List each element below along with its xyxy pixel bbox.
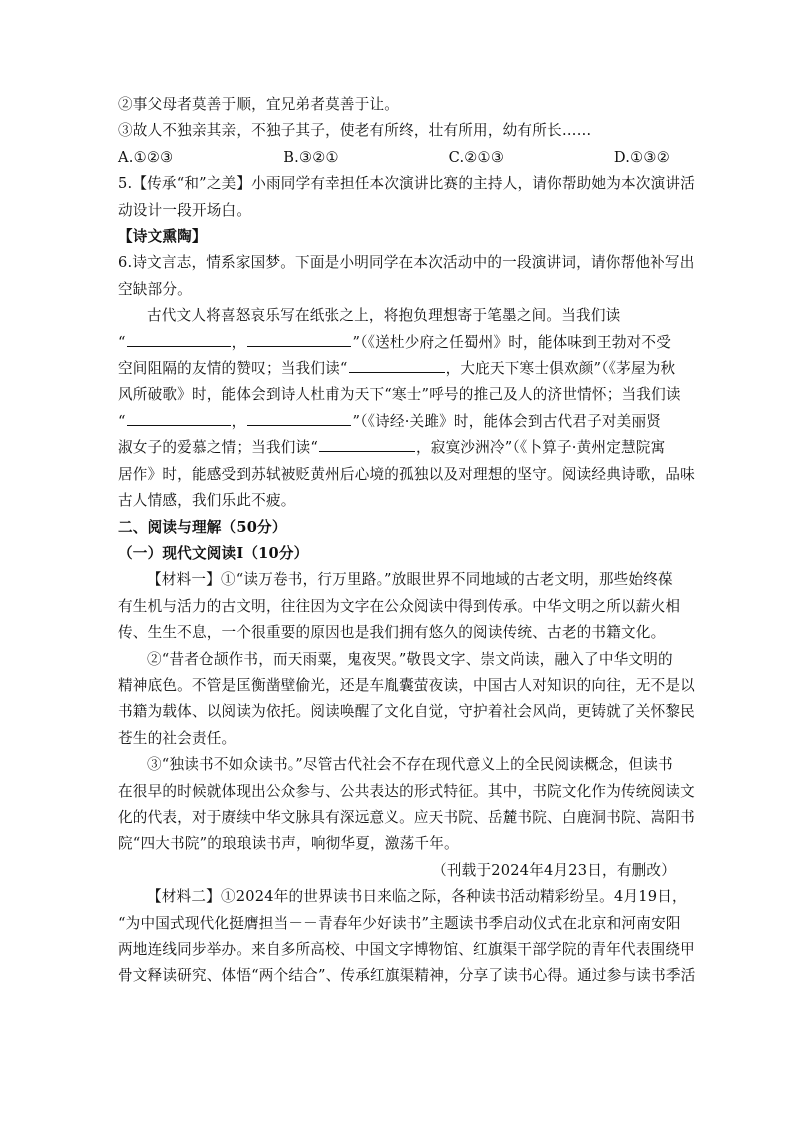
part-heading: 二、阅读与理解（50分） [118, 518, 287, 536]
text-line: 苍生的社会责任。 [118, 729, 237, 747]
option-c: C.②①③ [448, 148, 505, 166]
text-line: 居作》时，能感受到苏轼被贬黄州后心境的孤独以及对理想的坚守。阅读经典诗歌，品味 [118, 465, 695, 483]
text-line: “为中国式现代化挺膺担当－－青春年少好读书”主题读书季启动仪式在北京和河南安阳 [118, 914, 681, 932]
text-line: 传、生生不息，一个很重要的原因也是我们拥有悠久的阅读传统、古老的书籍文化。 [118, 624, 666, 642]
question-6: 6.诗文言志，情系家国梦。下面是小明同学在本次活动中的一段演讲词，请你帮他补写出 [118, 254, 695, 272]
fill-line: “ ， ”（《诗经·关雎》时，能体会到古代君子对美丽贤 [118, 412, 662, 430]
text-line: 化的代表，对于赓续中华文脉具有深远意义。应天书院、岳麓书院、白鹿洞书院、嵩阳书 [118, 808, 695, 826]
text-line: ②“昔者仓颉作书，而天雨粟，鬼夜哭。”敬畏文字、崇文尚读，融入了中华文明的 [147, 650, 673, 668]
answer-blank[interactable] [247, 332, 351, 347]
text-line: 古人情感，我们乐此不疲。 [118, 492, 296, 510]
answer-blank[interactable] [349, 358, 445, 373]
text-line: 风所破歌》时，能体会到诗人杜甫为天下“寒士”呼号的推己及人的济世情怀；当我们读 [118, 386, 681, 404]
answer-blank[interactable] [127, 411, 231, 426]
text-line: 院“四大书院”的琅琅读书声，响彻华夏，激荡千年。 [118, 835, 459, 853]
text-line: 有生机与活力的古文明，往往因为文字在公众阅读中得到传承。中华文明之所以薪火相 [118, 597, 681, 615]
text-line: 两地连线同步举办。来自多所高校、中国文字博物馆、红旗渠干部学院的青年代表围绕甲 [118, 941, 695, 958]
text-line: 古代文人将喜怒哀乐写在纸张之上，将抱负理想寄于笔墨之间。当我们读 [147, 307, 621, 325]
fill-line: 空间阻隔的友情的赞叹；当我们读“ ，大庇天下寒士俱欢颜”（《茅屋为秋 [118, 360, 676, 378]
text-line: ③“独读书不如众读书。”尽管古代社会不存在现代意义上的全民阅读概念，但读书 [147, 756, 673, 774]
text-line: 空缺部分。 [118, 280, 192, 298]
text-line: 【材料一】①“读万卷书，行万里路。”放眼世界不同地域的古老文明，那些始终葆 [147, 571, 673, 589]
fill-line: 淑女子的爱慕之情；当我们读“ ，寂寞沙洲冷”（《卜算子·黄州定慧院寓 [118, 439, 666, 457]
answer-options [118, 145, 676, 171]
subpart-heading: （一）现代文阅读Ⅰ（10分） [118, 544, 309, 562]
answer-blank[interactable] [319, 437, 415, 452]
answer-blank[interactable] [127, 332, 231, 347]
text-line: 精神底色。不管是匡衡凿壁偷光，还是车胤囊萤夜读，中国古人对知识的向往，无不是以 [118, 676, 695, 694]
text-line: ②事父母者莫善于顺，宜兄弟者莫善于让。 [118, 96, 400, 113]
fill-line: “ ， ”（《送杜少府之任蜀州》时，能体味到王勃对不受 [118, 333, 671, 351]
document-page [118, 92, 696, 990]
text-line: 在很早的时候就体现出公众参与、公共表达的形式特征。其中，书院文化作为传统阅读文 [118, 782, 695, 800]
text-line: 【材料二】①2024年的世界读书日来临之际，各种读书活动精彩纷呈。4月19日， [147, 888, 687, 906]
text-line: 骨文释读研究、体悟“两个结合”、传承红旗渠精神，分享了读书心得。通过参与读书季活 [118, 967, 696, 985]
text-line: ③故人不独亲其亲，不独子其子，使老有所终，壮有所用，幼有所长…… [118, 122, 592, 140]
option-b: B.③②① [283, 148, 339, 166]
option-d: D.①③② [613, 148, 670, 166]
question-5: 5.【传承“和”之美】小雨同学有幸担任本次演讲比赛的主持人，请你帮助她为本次演讲活 [118, 175, 696, 193]
text-line: 动设计一段开场白。 [118, 201, 252, 219]
answer-blank[interactable] [247, 411, 351, 426]
source-note: （刊载于2024年4月23日，有删改） [432, 861, 676, 879]
text-line: 书籍为载体、以阅读为依托。阅读唤醒了文化自觉，守护着社会风尚，更铸就了关怀黎民 [118, 703, 695, 721]
section-title: 【诗文熏陶】 [118, 228, 207, 246]
option-a: A.①②③ [118, 148, 174, 166]
